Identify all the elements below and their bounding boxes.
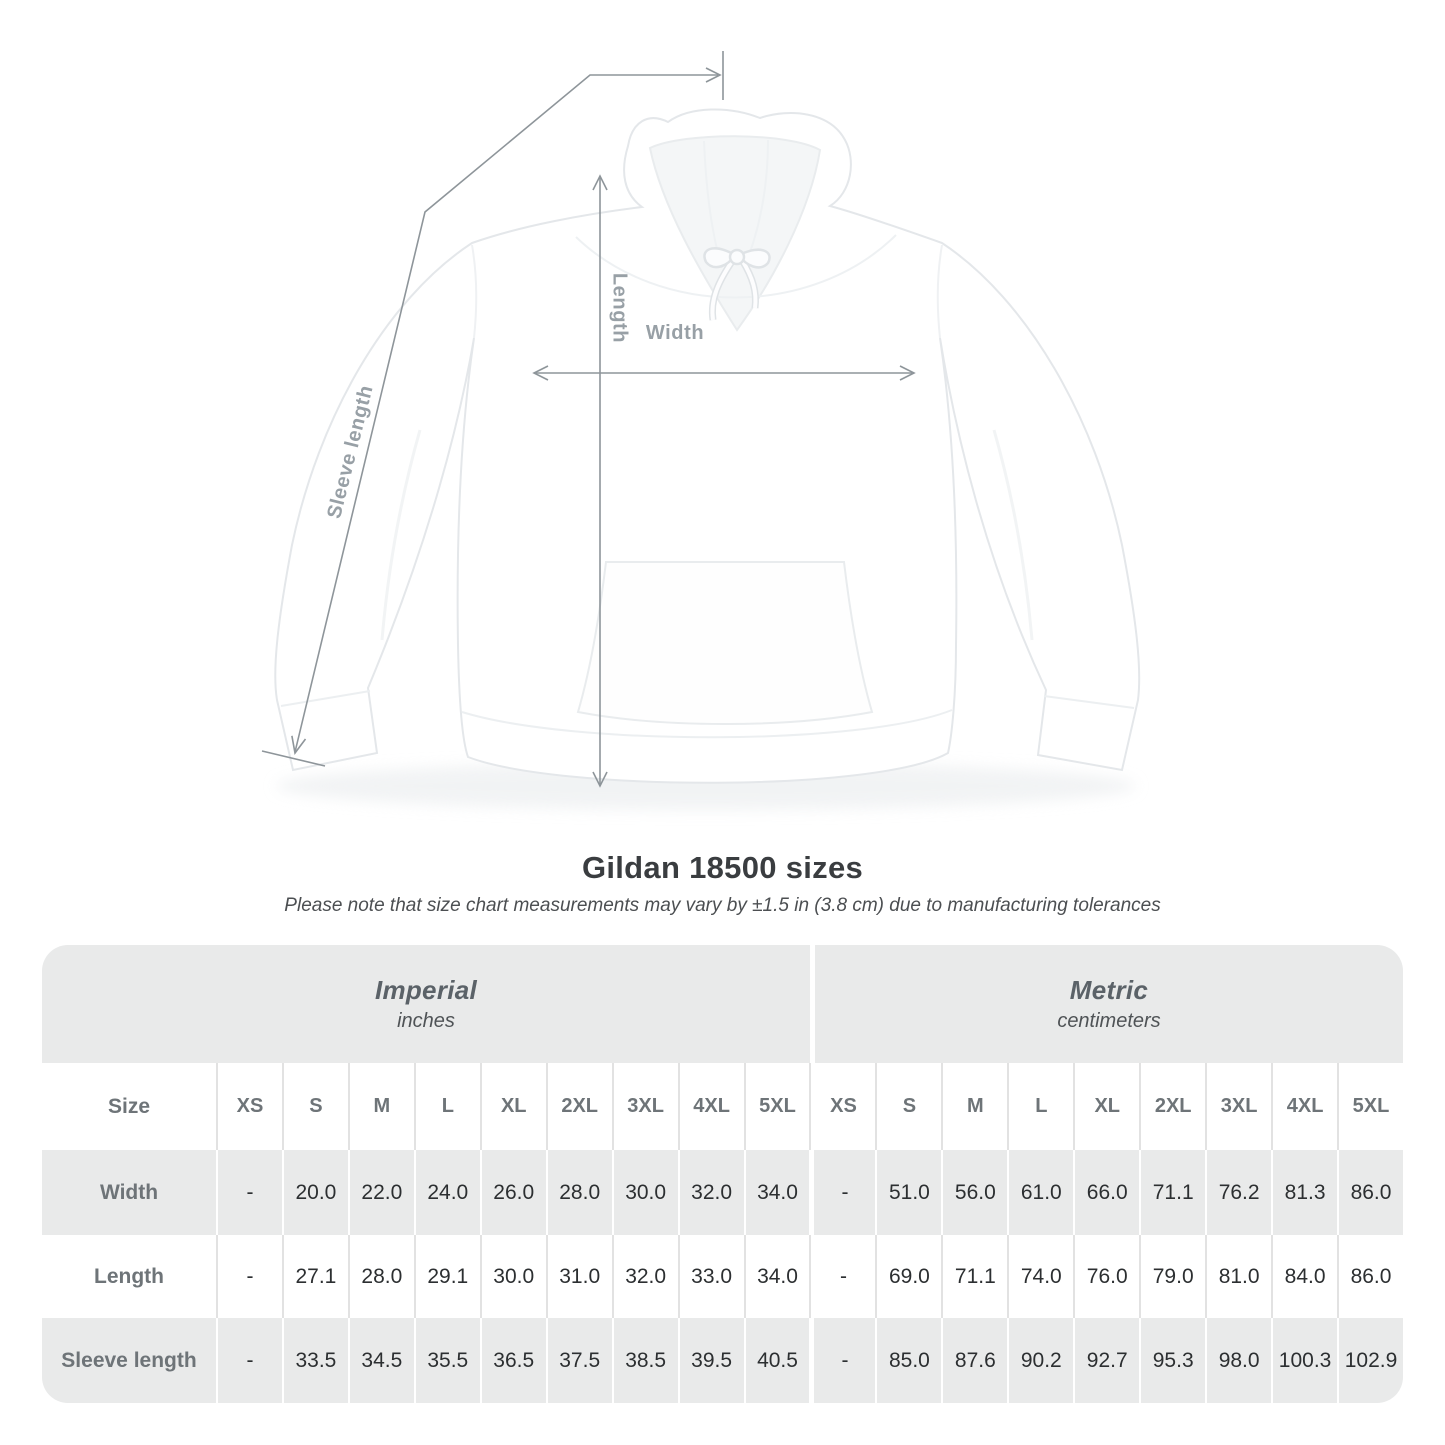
size-value-cell: 56.0 <box>941 1150 1007 1235</box>
size-value-cell: 34.0 <box>744 1150 810 1235</box>
size-value-cell: 24.0 <box>414 1150 480 1235</box>
size-value-cell: 26.0 <box>480 1150 546 1235</box>
unit-section-header <box>42 945 1403 1063</box>
metric-title: Metric <box>1069 975 1149 1005</box>
size-value-cell: 69.0 <box>875 1235 941 1318</box>
size-header-cell: XS <box>809 1063 875 1150</box>
size-value-cell: 71.1 <box>941 1235 1007 1318</box>
imperial-title: Imperial <box>374 975 478 1005</box>
size-value-cell: 76.0 <box>1073 1235 1139 1318</box>
size-value-cell: 92.7 <box>1073 1318 1139 1403</box>
imperial-unit: inches <box>397 1010 455 1032</box>
table-row <box>42 1150 1403 1235</box>
size-header-cell: XL <box>1073 1063 1139 1150</box>
size-header-cell: M <box>348 1063 414 1150</box>
size-value-cell: 90.2 <box>1007 1318 1073 1403</box>
size-value-cell: 61.0 <box>1007 1150 1073 1235</box>
table-body <box>42 1063 1403 1403</box>
size-header-cell: 3XL <box>1205 1063 1271 1150</box>
size-header-cell: 4XL <box>1271 1063 1337 1150</box>
size-value-cell: - <box>809 1150 875 1235</box>
size-header-cell: S <box>282 1063 348 1150</box>
table-row <box>42 1235 1403 1318</box>
tolerance-note: Please note that size chart measurements may vary by ±1.5 in (3.8 cm) due to manufacturing tolerances <box>284 895 1161 916</box>
size-value-cell: 30.0 <box>480 1235 546 1318</box>
size-header-cell: XL <box>480 1063 546 1150</box>
size-value-cell: 51.0 <box>875 1150 941 1235</box>
size-value-cell: - <box>216 1235 282 1318</box>
width-measure-label: Width <box>645 322 705 344</box>
size-value-cell: 87.6 <box>941 1318 1007 1403</box>
size-value-cell: 81.0 <box>1205 1235 1271 1318</box>
size-header-cell: L <box>1007 1063 1073 1150</box>
size-table <box>42 945 1403 1403</box>
size-value-cell: - <box>216 1150 282 1235</box>
size-value-cell: 20.0 <box>282 1150 348 1235</box>
size-header-cell: 2XL <box>546 1063 612 1150</box>
size-value-cell: - <box>809 1318 875 1403</box>
size-value-cell: 32.0 <box>612 1235 678 1318</box>
size-value-cell: 34.5 <box>348 1318 414 1403</box>
size-value-cell: 27.1 <box>282 1235 348 1318</box>
size-value-cell: 86.0 <box>1337 1235 1403 1318</box>
metric-unit: centimeters <box>1057 1010 1161 1032</box>
size-value-cell: 33.5 <box>282 1318 348 1403</box>
size-value-cell: 71.1 <box>1139 1150 1205 1235</box>
size-value-cell: 95.3 <box>1139 1318 1205 1403</box>
size-value-cell: - <box>809 1235 875 1318</box>
metric-section-header <box>815 945 1403 1063</box>
size-header-cell: L <box>414 1063 480 1150</box>
size-value-cell: 35.5 <box>414 1318 480 1403</box>
size-value-cell: 79.0 <box>1139 1235 1205 1318</box>
size-value-cell: - <box>216 1318 282 1403</box>
size-value-cell: 100.3 <box>1271 1318 1337 1403</box>
size-header-cell: M <box>941 1063 1007 1150</box>
size-header-cell: 5XL <box>1337 1063 1403 1150</box>
length-measure-label: Length <box>608 272 631 344</box>
size-header-cell: 3XL <box>612 1063 678 1150</box>
table-row <box>42 1318 1403 1403</box>
size-value-cell: 39.5 <box>678 1318 744 1403</box>
size-value-cell: 30.0 <box>612 1150 678 1235</box>
imperial-section-header <box>42 945 810 1063</box>
size-value-cell: 33.0 <box>678 1235 744 1318</box>
size-header-cell: 4XL <box>678 1063 744 1150</box>
size-value-cell: 76.2 <box>1205 1150 1271 1235</box>
size-value-cell: 28.0 <box>348 1235 414 1318</box>
size-header-cell: 5XL <box>744 1063 810 1150</box>
size-value-cell: 86.0 <box>1337 1150 1403 1235</box>
size-value-cell: 36.5 <box>480 1318 546 1403</box>
size-value-cell: 31.0 <box>546 1235 612 1318</box>
size-value-cell: 81.3 <box>1271 1150 1337 1235</box>
size-value-cell: 102.9 <box>1337 1318 1403 1403</box>
size-value-cell: 34.0 <box>744 1235 810 1318</box>
row-label: Size <box>107 1094 151 1118</box>
kangaroo-pocket <box>578 562 872 724</box>
size-value-cell: 85.0 <box>875 1318 941 1403</box>
row-label: Width <box>99 1180 159 1204</box>
size-value-cell: 32.0 <box>678 1150 744 1235</box>
size-value-cell: 28.0 <box>546 1150 612 1235</box>
row-label: Length <box>94 1264 164 1288</box>
table-row <box>42 1063 1403 1150</box>
page-title: Gildan 18500 sizes <box>581 850 864 885</box>
bow-knot <box>730 250 744 264</box>
sleeve-measure-label: Sleeve length <box>323 382 378 521</box>
size-value-cell: 38.5 <box>612 1318 678 1403</box>
size-header-cell: XS <box>216 1063 282 1150</box>
size-value-cell: 40.5 <box>744 1318 810 1403</box>
size-value-cell: 66.0 <box>1073 1150 1139 1235</box>
row-label: Sleeve length <box>61 1348 197 1372</box>
size-value-cell: 37.5 <box>546 1318 612 1403</box>
size-value-cell: 84.0 <box>1271 1235 1337 1318</box>
size-header-cell: 2XL <box>1139 1063 1205 1150</box>
size-value-cell: 98.0 <box>1205 1318 1271 1403</box>
size-value-cell: 29.1 <box>414 1235 480 1318</box>
size-header-cell: S <box>875 1063 941 1150</box>
size-value-cell: 22.0 <box>348 1150 414 1235</box>
size-value-cell: 74.0 <box>1007 1235 1073 1318</box>
